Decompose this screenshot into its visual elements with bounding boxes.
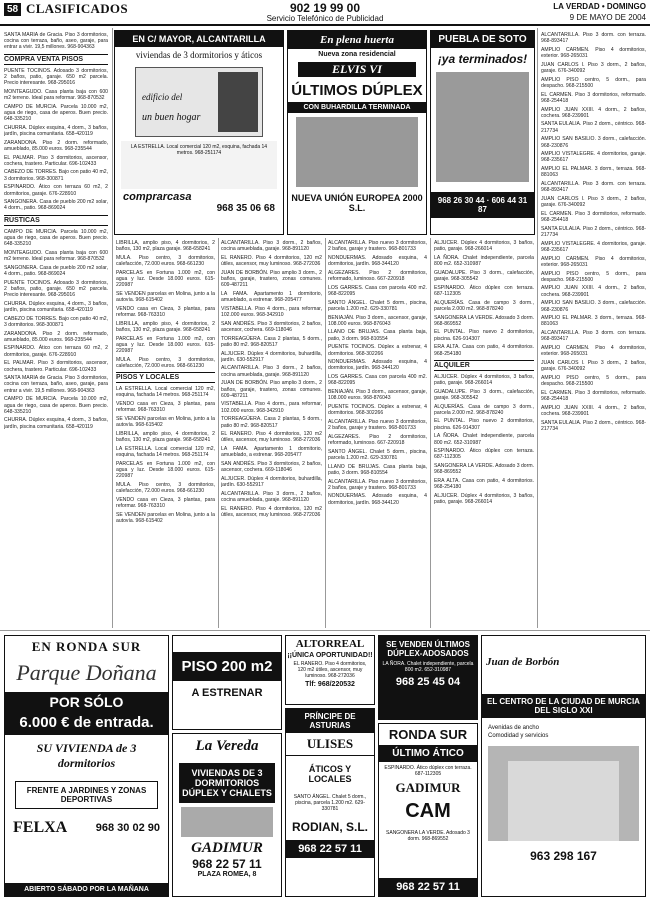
ad-text: CON BUHARDILLA TERMINADA — [288, 102, 426, 113]
ad-phone: 968 22 57 11 — [192, 857, 262, 871]
listing: SE VENDEN parcelas en Molina, junto a la autovía. 968-615402 — [116, 511, 215, 524]
ad-ronda-sur — [378, 723, 478, 897]
listing: SANGONERA. Casa de pueblo 200 m2 solar, 4 dorm., patio. 968-869024 — [4, 264, 108, 277]
listing: ALJUCER. Dúplex 4 dormitorios, buhardilla, jardín. 630-552917 — [221, 350, 322, 363]
listing: ESPINARDO. Ático dúplex con terraza. 687-112305 — [434, 284, 534, 297]
listing: ALCANTARILLA. Piso nuevo 3 dormitorios, 2 baños, garaje y trastero. 968-801733 — [328, 240, 427, 253]
ad-body: ESPINARDO. Ático dúplex con terraza. 687-112305 — [384, 765, 472, 777]
ad-phone: 968 30 02 90 — [95, 822, 160, 834]
listing: CAMPO DE MURCIA. Parcela 10.000 m2, agua de riego, casa de aperos. Buen precio. 648-335210 — [4, 396, 108, 415]
listing: PARCELAS en Fortuna 1.000 m2, con agua y luz. Desde 18.000 euros. 615-220987 — [116, 335, 215, 355]
listing: ALCANTARILLA. Piso 3 dorm., 2 baños, cocina amueblada, garaje. 968-891120 — [221, 365, 322, 378]
listing: AMPLIO SAN BASILIO. 3 dorm., calefacción. 968-230876 — [541, 300, 646, 313]
listing: SANGONERA LA VERDE. Adosado 3 dorm. 968-869552 — [434, 463, 534, 476]
listing: EL PUNTAL. Piso nuevo 2 dormitorios, piscina. 626-914307 — [434, 418, 534, 431]
listing: ESPINARDO. Ático con terraza 60 m2, 2 dormitorios, garaje. 676-228910 — [4, 184, 108, 197]
classifieds-column-1 — [4, 32, 108, 627]
listing: AMPLIO PISO centro, 5 dorm., para despacho. 968-215500 — [541, 76, 646, 89]
ad-piso-200 — [172, 635, 282, 730]
listing: ALCANTARILLA. Piso 3 dorm. con terraza. 968-893417 — [541, 181, 646, 194]
ad-text: ÚLTIMO ÁTICO — [379, 745, 477, 762]
listing: AMPLIO SAN BASILIO. 3 dorm., calefacción. 968-230876 — [541, 136, 646, 149]
listing: BENIAJÁN. Piso 3 dorm., ascensor, garaje, 108.000 euros. 968-876043 — [328, 314, 427, 327]
listing: SANTA MARIA de Gracia. Piso 3 dormitorios, cocina con terraza, baño, aseo, garaje, para entrar a vivir. 19,5 millones. 968-904363 — [4, 375, 108, 394]
listing: SANTA EULALIA. Piso 2 dorm., céntrico. 968-217734 — [541, 419, 646, 432]
ad-text: edificio del — [142, 92, 183, 102]
listing: CHURRA. Dúplex esquina, 4 dorm., 3 baños, jardín, piscina comunitaria. 658-420119 — [4, 300, 108, 313]
ad-text: POR SÓLO — [5, 692, 168, 712]
ad-headline: EN RONDA SUR — [31, 639, 142, 654]
listing: BENIAJÁN. Piso 3 dorm., ascensor, garaje, 108.000 euros. 968-876043 — [328, 389, 427, 402]
listing: ZARANDONA. Piso 2 dorm. reformado, amueblado, 85.000 euros. 968-235544 — [4, 330, 108, 343]
listing: EL PUNTAL. Piso nuevo 2 dormitorios, piscina. 626-914307 — [434, 329, 534, 342]
ad-body: LA ÑORA. Chalet independiente, parcela 800 m2. 652-310987 — [382, 661, 474, 673]
ad-address: PLAZA ROMEA, 8 — [197, 871, 257, 878]
ad-phone: 968 26 30 44 · 606 44 31 87 — [431, 192, 534, 218]
category-heading: PISOS Y LOCALES — [116, 372, 215, 383]
listing: AMPLIO PISO centro, 5 dorm., para despacho. 968-215500 — [541, 374, 646, 388]
ad-text: A ESTRENAR — [191, 687, 263, 699]
ad-price: 6.000 € de entrada. — [5, 712, 168, 735]
ad-principe-asturias — [285, 708, 375, 897]
listing: CHURRA. Dúplex esquina, 4 dorm., 3 baños, jardín, piscina comunitaria. 658-420119 — [4, 417, 108, 430]
ad-phone: 968 25 45 04 — [395, 676, 461, 688]
listing: ALCANTARILLA. Piso 3 dorm. con terraza. 968-893417 — [541, 32, 646, 45]
listing: TORREAGÜERA. Casa 2 plantas, 5 dorm., patio 80 m2. 968-820517 — [221, 335, 322, 348]
listing: ERA ALTA. Casa con patio, 4 dormitorios. 968-254180 — [434, 478, 534, 491]
ad-text: ¡ya terminados! — [437, 52, 528, 66]
listing: SE VENDEN parcelas en Molina, junto a la autovía. 968-615402 — [116, 290, 215, 304]
ad-service: Servicio Telefónico de Publicidad — [266, 14, 384, 23]
listing: LA ESTRELLA. Local comercial 120 m2, esquina, fachada 14 metros. 968-251174 — [116, 386, 215, 399]
listing: JUAN DE BORBÓN. Piso amplio 3 dorm., 2 baños, garaje, trastero, zonas comunes. 609-487211 — [221, 380, 322, 399]
ad-plena-huerta — [287, 30, 427, 235]
ad-company: NUEVA UNIÓN EUROPEA 2000 S.L. — [291, 193, 423, 213]
listing: PARCELAS en Fortuna 1.000 m2, con agua y luz. Desde 18.000 euros. 615-220987 — [116, 460, 215, 480]
ad-text: un buen hogar — [142, 112, 201, 123]
ad-phone: 968 35 06 68 — [216, 203, 275, 214]
listing: GUADALUPE. Piso 3 dorm., calefacción, garaje. 968-305542 — [434, 388, 534, 401]
listing: LIBRILLA, amplio piso, 4 dormitorios, 2 baños, 130 m2, plaza garaje. 968-658241 — [116, 430, 215, 444]
ad-puebla-soto — [430, 30, 535, 235]
listing: ESPINARDO. Ático dúplex con terraza. 687-112305 — [434, 448, 534, 461]
listing: MONTEAGUDO. Casa planta baja con 600 m2 terreno. Ideal para reformar. 968-870532 — [4, 88, 108, 101]
ad-alcantarilla — [114, 30, 284, 235]
ad-headline: PRÍNCIPE DE ASTURIAS — [286, 709, 374, 733]
listing: JUAN CARLOS I. Piso 3 dorm., 2 baños, garaje. 676-340092 — [541, 195, 646, 209]
classifieds-column-5 — [434, 240, 534, 627]
category-heading: ALQUILER — [434, 360, 534, 371]
listing: VENDO casa en Cieza, 3 plantas, para reformar. 968-763310 — [116, 305, 215, 319]
listing: CHURRA. Dúplex esquina, 4 dorm., 3 baños, jardín, piscina comunitaria. 658-420119 — [4, 124, 108, 137]
listing: CAMPO DE MURCIA. Parcela 10.000 m2, agua de riego, casa de aperos. Buen precio. 648-335210 — [4, 103, 108, 123]
listing: TORREAGÜERA. Casa 2 plantas, 5 dorm., patio 80 m2. 968-820517 — [221, 416, 322, 429]
listing: LA ÑORA. Chalet independiente, parcela 800 m2. 652-310987 — [434, 254, 534, 268]
ad-company: GADIMUR — [191, 840, 263, 856]
ad-phone: 968 22 57 11 — [379, 878, 477, 896]
ad-body — [482, 722, 645, 742]
listing: LLANO DE BRUJAS. Casa planta baja, patio, 3 dorm. 968-810554 — [328, 329, 427, 342]
ad-company: FELXA — [13, 819, 68, 836]
category-heading: RÚSTICAS — [4, 215, 108, 226]
listing: EL RANERO. Piso 4 dormitorios, 120 m2 útiles, ascensor, muy luminoso. 968-272036 — [221, 254, 322, 268]
listing: ALCANTARILLA. Piso 3 dorm. con terraza. 968-893417 — [541, 330, 646, 343]
listing: EL PALMAR. Piso 3 dormitorios, ascensor, cochera, trastero. Particular. 696-102433 — [4, 360, 108, 373]
listing: ALGEZARES. Piso 2 dormitorios, reformado, luminoso. 667-220918 — [328, 269, 427, 283]
ad-la-vereda — [172, 733, 282, 897]
listing: LA FAMA. Apartamento 1 dormitorio, amueblado, a estrenar. 968-205477 — [221, 290, 322, 304]
listing: LA ESTRELLA. Local comercial 120 m2, esquina, fachada 14 metros. 968-251174 — [116, 445, 215, 458]
listing: AMPLIO VISTALEGRE. 4 dormitorios, garaje. 968-235617 — [541, 151, 646, 164]
ad-headline: ALTORREAL — [295, 638, 365, 650]
listing: LLANO DE BRUJAS. Casa planta baja, patio, 3 dorm. 968-810554 — [328, 463, 427, 476]
listing: LOS GARRES. Casa con parcela 400 m2. 968-822095 — [328, 284, 427, 297]
classifieds-column-2 — [116, 240, 215, 627]
ad-subtitle: Nueva zona residencial — [318, 51, 396, 58]
listing: JUAN CARLOS I. Piso 3 dorm., 2 baños, garaje. 676-340092 — [541, 359, 646, 373]
listing: SANTO ÁNGEL. Chalet 5 dorm., piscina, parcela 1.200 m2. 629-330781 — [328, 299, 427, 312]
listing: ALCANTARILLA. Piso 3 dorm., 2 baños, cocina amueblada, garaje. 968-891120 — [221, 490, 322, 504]
ad-logo-text: Juan de Borbón — [486, 656, 560, 668]
listing: ALQUERÍAS. Casa de campo 3 dorm., parcela 2.000 m2. 968-878240 — [434, 403, 534, 416]
listing: ESPINARDO. Ático con terraza 60 m2, 2 dormitorios, garaje. 676-228910 — [4, 345, 108, 358]
ad-headline: EN C/ MAYOR, ALCANTARILLA — [115, 31, 283, 47]
listing: SANTA EULALIA. Piso 2 dorm., céntrico. 968-217734 — [541, 121, 646, 134]
listing: SANTA MARIA de Gracia. Piso 3 dormitorios, cocina con terraza, baño, aseo, garaje, para entrar a vivir. 19,5 millones. 968-904363 — [4, 32, 108, 51]
listing: NONDUERMAS. Adosado esquina, 4 dormitorios, jardín. 968-344120 — [328, 359, 427, 372]
ad-subtitle: viviendas de 3 dormitorios y áticos — [135, 50, 263, 60]
ad-logo-text: Parque Doñana — [16, 660, 157, 685]
listing: MULA. Piso centro, 3 dormitorios, calefacción, 72.000 euros. 968-661230 — [116, 481, 215, 494]
section-title: CLASIFICADOS — [26, 1, 128, 16]
listing: AMPLIO JUAN XXIII. 4 dorm., 2 baños, cochera. 968-239901 — [541, 404, 646, 417]
ad-company: RODIAN, S.L. — [291, 820, 368, 834]
listing: ALCANTARILLA. Piso nuevo 3 dormitorios, 2 baños, garaje y trastero. 968-801733 — [328, 478, 427, 491]
ad-headline: EL CENTRO DE LA CIUDAD DE MURCIA DEL SIGLO XXI — [482, 694, 645, 718]
listing: PARCELAS en Fortuna 1.000 m2, con agua y luz. Desde 18.000 euros. 615-220987 — [116, 269, 215, 289]
listing: AMPLIO CARMEN. Piso 4 dormitorios, exterior. 968-265031 — [541, 255, 646, 268]
ad-headline: En plena huerta — [288, 31, 426, 49]
listing: ERA ALTA. Casa con patio, 4 dormitorios. 968-254180 — [434, 344, 534, 357]
listing: AMPLIO PISO centro, 5 dorm., para despacho. 968-215500 — [541, 270, 646, 283]
listing: EL CARMEN. Piso 3 dormitorios, reformado. 968-254418 — [541, 210, 646, 224]
ad-text: ELVIS VI — [298, 62, 416, 77]
ad-logo-text: ULISES — [286, 733, 374, 756]
listing: PUENTE TOCINOS. Dúplex a estrenar, 4 dormitorios. 968-302266 — [328, 403, 427, 417]
ad-logo-text: La Vereda — [195, 738, 259, 754]
classifieds-column-3 — [221, 240, 322, 627]
ad-logo-text: comprarcasa — [123, 191, 192, 203]
listing: PUENTE TOCINOS. Dúplex a estrenar, 4 dormitorios. 968-302266 — [328, 344, 427, 357]
listing: ALJUCER. Dúplex 4 dormitorios, 3 baños, patio, garaje. 968-266014 — [434, 493, 534, 506]
listing: EL CARMEN. Piso 3 dormitorios, reformado. 968-254418 — [541, 389, 646, 402]
listing: ZARANDONA. Piso 2 dorm. reformado, amueblado, 85.000 euros. 968-235544 — [4, 139, 108, 152]
page-header — [0, 0, 650, 26]
listing: VENDO casa en Cieza, 3 plantas, para reformar. 968-763310 — [116, 401, 215, 414]
listing: LA ÑORA. Chalet independiente, parcela 800 m2. 652-310987 — [434, 433, 534, 446]
listing: AMPLIO CARMEN. Piso 4 dormitorios, exterior. 968-265031 — [541, 345, 646, 358]
listing: SAN ANDRÉS. Piso 3 dormitorios, 2 baños, ascensor, cochera. 669-118046 — [221, 461, 322, 474]
listing: CAMPO DE MURCIA. Parcela 10.000 m2, agua de riego, casa de aperos. Buen precio. 648-335210 — [4, 228, 108, 248]
page-number: 58 — [4, 3, 21, 16]
listing: MULA. Piso centro, 3 dormitorios, calefacción, 72.000 euros. 968-661230 — [116, 254, 215, 268]
listing: AMPLIO EL PALMAR. 3 dorm., terraza. 968-881063 — [541, 166, 646, 179]
listing: EL RANERO. Piso 4 dormitorios, 120 m2 útiles, ascensor, muy luminoso. 968-272036 — [221, 431, 322, 444]
ad-juan-de-borbon — [481, 635, 646, 897]
ad-text: SU VIVIENDA de 3 dormitorios — [36, 741, 137, 770]
ad-phone: 963 298 167 — [530, 849, 597, 863]
listing: PUENTE TOCINOS. Adosado 3 dormitorios, 2 baños, patio, garaje. 650 m2 parcela. Precio interesante. 968-295016 — [4, 279, 108, 298]
listing: ALJUCER. Dúplex 4 dormitorios, buhardilla, jardín. 630-552917 — [221, 476, 322, 489]
listing: SANGONERA LA VERDE. Adosado 3 dorm. 968-869552 — [434, 314, 534, 327]
listing: SANGONERA. Casa de pueblo 200 m2 solar, 4 dorm., patio. 968-869024 — [4, 199, 108, 212]
listing: EL CARMEN. Piso 3 dormitorios, reformado. 968-254418 — [541, 91, 646, 104]
ad-headline: PISO 200 m2 — [173, 652, 281, 681]
listing: NONDUERMAS. Adosado esquina, 4 dormitorios, jardín. 968-344120 — [328, 493, 427, 506]
listing: ALCANTARILLA. Piso nuevo 3 dormitorios, 2 baños, garaje y trastero. 968-801733 — [328, 418, 427, 432]
ad-text: Avenidas de ancho — [488, 725, 539, 731]
listing: LOS GARRES. Casa con parcela 400 m2. 968-822095 — [328, 374, 427, 387]
ad-logo-text: CAM — [405, 800, 451, 822]
listing: LIBRILLA, amplio piso, 4 dormitorios, 2 baños, 130 m2, plaza garaje. 968-658241 — [116, 320, 215, 333]
listing: ALCANTARILLA. Piso 3 dorm., 2 baños, cocina amueblada, garaje. 968-891120 — [221, 240, 322, 253]
ad-body: EL RANERO. Piso 4 dormitorios, 120 m2 útiles, ascensor, muy luminoso. 968-272036 — [293, 661, 367, 679]
ad-company: GADIMUR — [395, 780, 461, 795]
ad-headline: RONDA SUR — [388, 727, 468, 742]
listing: MULA. Piso centro, 3 dormitorios, calefacción, 72.000 euros. 968-661230 — [116, 356, 215, 369]
ad-phone: 902 19 99 00 — [289, 1, 361, 15]
listing: EL PALMAR. Piso 3 dormitorios, ascensor, cochera, trastero. Particular. 696-102433 — [4, 154, 108, 167]
ad-text: VIVIENDAS DE 3 DORMITORIOS DÚPLEX Y CHALETS — [179, 763, 275, 803]
listing: ALJUCER. Dúplex 4 dormitorios, 3 baños, patio, garaje. 968-266014 — [434, 240, 534, 253]
listing: SE VENDEN parcelas en Molina, junto a la autovía. 968-615402 — [116, 415, 215, 429]
ad-text: ÁTICOS Y LOCALES — [308, 764, 352, 784]
ad-body: SANTO ÁNGEL. Chalet 5 dorm., piscina, parcela 1.200 m2. 629-330781 — [293, 794, 367, 812]
issue-date: 9 DE MAYO DE 2004 — [569, 13, 646, 22]
listing: LIBRILLA, amplio piso, 4 dormitorios, 2 baños, 130 m2, plaza garaje. 968-658241 — [116, 240, 215, 253]
listing: GUADALUPE. Piso 3 dorm., calefacción, garaje. 968-305542 — [434, 269, 534, 283]
listing: LA FAMA. Apartamento 1 dormitorio, amueblado, a estrenar. 968-205477 — [221, 446, 322, 459]
listing: ALJUCER. Dúplex 4 dormitorios, 3 baños, patio, garaje. 968-266014 — [434, 373, 534, 386]
listing: SANTA EULALIA. Piso 2 dorm., céntrico. 968-217734 — [541, 225, 646, 238]
listing: VISTABELLA. Piso 4 dorm., para reformar, 102.000 euros. 968-342910 — [221, 305, 322, 319]
category-heading: COMPRA VENTA PISOS — [4, 54, 108, 65]
listing: ALGEZARES. Piso 2 dormitorios, reformado, luminoso. 667-220918 — [328, 433, 427, 446]
ad-phone: Tlf: 968/220532 — [305, 681, 355, 688]
listing: CABEZO DE TORRES. Bajo con patio 40 m2, 3 dormitorios. 968-300871 — [4, 169, 108, 182]
ad-text: ÚLTIMOS DÚPLEX — [291, 82, 423, 99]
listing: CABEZO DE TORRES. Bajo con patio 40 m2, 3 dormitorios. 968-300871 — [4, 315, 108, 328]
listing: EL RANERO. Piso 4 dormitorios, 120 m2 útiles, ascensor, muy luminoso. 968-272036 — [221, 505, 322, 519]
listing: JUAN CARLOS I. Piso 3 dorm., 2 baños, garaje. 676-340092 — [541, 61, 646, 75]
listing: PUENTE TOCINOS. Adosado 3 dormitorios, 2 baños, patio, garaje. 650 m2 parcela. Precio interesante. 968-295016 — [4, 67, 108, 87]
ad-body: SANGONERA LA VERDE. Adosado 3 dorm. 968-869552 — [386, 830, 470, 842]
listing: SANTO ÁNGEL. Chalet 5 dorm., piscina, parcela 1.200 m2. 629-330781 — [328, 448, 427, 461]
classifieds-column-4 — [328, 240, 427, 627]
ad-headline: SE VENDEN ÚLTIMOS DÚPLEX-ADOSADOS — [386, 640, 470, 658]
ad-footer: ABIERTO SÁBADO POR LA MAÑANA — [5, 883, 168, 896]
listing: ALQUERÍAS. Casa de campo 3 dorm., parcela 2.000 m2. 968-878240 — [434, 299, 534, 312]
listing: SAN ANDRÉS. Piso 3 dormitorios, 2 baños, ascensor, cochera. 669-118046 — [221, 320, 322, 333]
ad-body: LA ESTRELLA. Local comercial 120 m2, esquina, fachada 14 metros. 968-251174 — [121, 141, 277, 189]
listing: AMPLIO CARMEN. Piso 4 dormitorios, exterior. 968-265031 — [541, 46, 646, 60]
listing: JUAN DE BORBÓN. Piso amplio 3 dorm., 2 baños, garaje, trastero, zonas comunes. 609-487211 — [221, 269, 322, 289]
ad-duplex-adosados — [378, 635, 478, 720]
listing: VISTABELLA. Piso 4 dorm., para reformar, 102.000 euros. 968-342910 — [221, 401, 322, 414]
ad-text: FRENTE A JARDINES Y ZONAS DEPORTIVAS — [15, 781, 158, 809]
listing: AMPLIO JUAN XXIII. 4 dorm., 2 baños, cochera. 968-239901 — [541, 285, 646, 298]
ad-headline: PUEBLA DE SOTO — [431, 31, 534, 48]
ad-parque-donana — [4, 635, 169, 897]
listing: VENDO casa en Cieza, 3 plantas, para reformar. 968-763310 — [116, 496, 215, 509]
listing: AMPLIO VISTALEGRE. 4 dormitorios, garaje. 968-235617 — [541, 240, 646, 253]
newspaper-name: LA VERDAD • DOMINGO — [553, 2, 646, 11]
ad-phone: 968 22 57 11 — [286, 840, 374, 858]
classifieds-column-6 — [541, 32, 646, 627]
listing: NONDUERMAS. Adosado esquina, 4 dormitorios, jardín. 968-344120 — [328, 254, 427, 268]
ad-altorreal — [285, 635, 375, 705]
listing: AMPLIO EL PALMAR. 3 dorm., terraza. 968-881063 — [541, 315, 646, 328]
listing: MONTEAGUDO. Casa planta baja con 600 m2 terreno. Ideal para reformar. 968-870532 — [4, 249, 108, 262]
ad-text: Comodidad y servicios — [488, 733, 549, 739]
ad-text: ¡¡ÚNICA OPORTUNIDAD!! — [287, 652, 373, 659]
listing: AMPLIO JUAN XXIII. 4 dorm., 2 baños, cochera. 968-239901 — [541, 106, 646, 119]
